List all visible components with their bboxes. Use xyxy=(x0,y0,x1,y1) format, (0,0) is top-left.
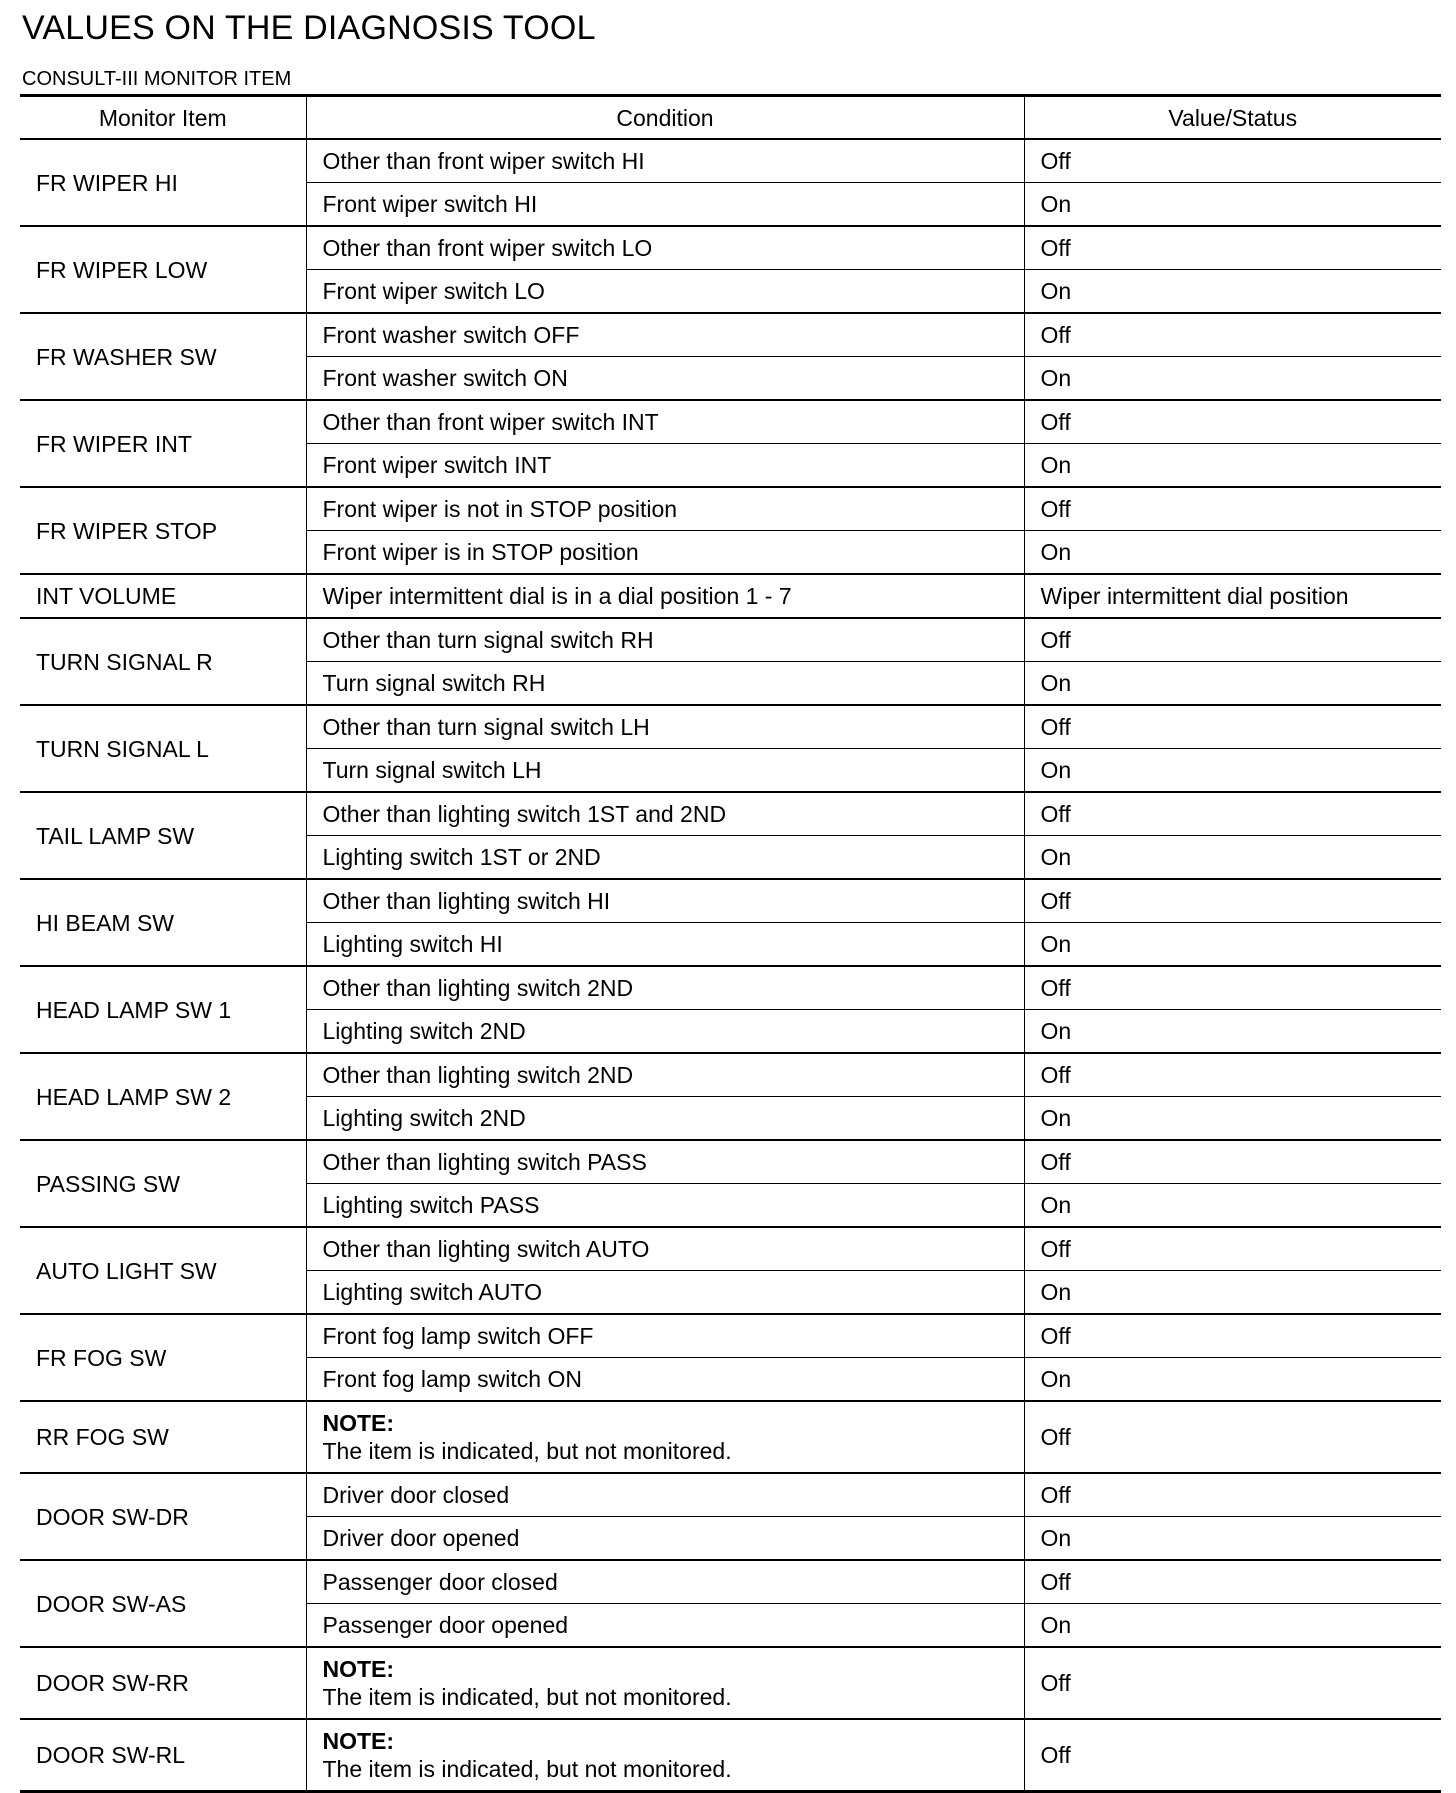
monitor-item-cell: TURN SIGNAL R xyxy=(20,618,306,705)
condition-cell: Front wiper is in STOP position xyxy=(306,531,1024,575)
value-status-cell: Off xyxy=(1024,487,1441,531)
value-status-cell: Off xyxy=(1024,313,1441,357)
value-status-cell: Off xyxy=(1024,618,1441,662)
condition-cell xyxy=(306,1647,1024,1719)
condition-cell xyxy=(306,1719,1024,1792)
condition-cell: Other than front wiper switch LO xyxy=(306,226,1024,270)
monitor-item-cell: DOOR SW-RR xyxy=(20,1647,306,1719)
condition-cell: Front washer switch OFF xyxy=(306,313,1024,357)
table-row xyxy=(20,618,1441,662)
value-status-cell: Off xyxy=(1024,1227,1441,1271)
table-row xyxy=(20,792,1441,836)
monitor-item-cell: TAIL LAMP SW xyxy=(20,792,306,879)
value-status-cell: On xyxy=(1024,357,1441,401)
table-row xyxy=(20,487,1441,531)
monitor-item-cell: TURN SIGNAL L xyxy=(20,705,306,792)
condition-cell: Other than lighting switch 2ND xyxy=(306,1053,1024,1097)
monitor-item-cell: FR WIPER LOW xyxy=(20,226,306,313)
value-status-cell: On xyxy=(1024,1184,1441,1228)
condition-cell: Other than lighting switch HI xyxy=(306,879,1024,923)
value-status-cell: Off xyxy=(1024,1473,1441,1517)
page-title: VALUES ON THE DIAGNOSIS TOOL xyxy=(22,9,596,47)
table-row xyxy=(20,966,1441,1010)
condition-cell: Passenger door opened xyxy=(306,1604,1024,1648)
condition-cell: Lighting switch 2ND xyxy=(306,1097,1024,1141)
value-status-cell: Off xyxy=(1024,400,1441,444)
condition-cell: Lighting switch AUTO xyxy=(306,1271,1024,1315)
table-caption: CONSULT-III MONITOR ITEM xyxy=(22,68,292,90)
condition-cell: Front wiper switch LO xyxy=(306,270,1024,314)
header-value-status: Value/Status xyxy=(1024,96,1441,140)
condition-cell: Front fog lamp switch OFF xyxy=(306,1314,1024,1358)
monitor-item-cell: RR FOG SW xyxy=(20,1401,306,1473)
value-status-cell: Off xyxy=(1024,1053,1441,1097)
value-status-cell: On xyxy=(1024,183,1441,227)
condition-cell: Other than front wiper switch HI xyxy=(306,139,1024,183)
table-row xyxy=(20,400,1441,444)
monitor-item-cell: FR WIPER HI xyxy=(20,139,306,226)
monitor-item-table xyxy=(20,94,1441,1793)
monitor-item-cell: FR FOG SW xyxy=(20,1314,306,1401)
condition-cell: Lighting switch PASS xyxy=(306,1184,1024,1228)
condition-cell: Other than lighting switch 2ND xyxy=(306,966,1024,1010)
condition-cell: Other than lighting switch 1ST and 2ND xyxy=(306,792,1024,836)
table-body xyxy=(20,139,1441,1792)
value-status-cell: On xyxy=(1024,1097,1441,1141)
value-status-cell: Off xyxy=(1024,705,1441,749)
note-label: NOTE: xyxy=(322,1656,395,1682)
table-row xyxy=(20,1227,1441,1271)
condition-cell: Other than turn signal switch LH xyxy=(306,705,1024,749)
table-row xyxy=(20,1647,1441,1719)
table-row xyxy=(20,139,1441,183)
value-status-cell: Off xyxy=(1024,1140,1441,1184)
monitor-item-cell: FR WASHER SW xyxy=(20,313,306,400)
table-row xyxy=(20,1053,1441,1097)
table-row xyxy=(20,574,1441,618)
condition-cell: Front wiper switch INT xyxy=(306,444,1024,488)
monitor-item-cell: HEAD LAMP SW 1 xyxy=(20,966,306,1053)
value-status-cell: Wiper intermittent dial position xyxy=(1024,574,1441,618)
condition-cell: Other than front wiper switch INT xyxy=(306,400,1024,444)
table-row xyxy=(20,1560,1441,1604)
value-status-cell: On xyxy=(1024,270,1441,314)
condition-cell: Lighting switch 1ST or 2ND xyxy=(306,836,1024,880)
condition-cell: Wiper intermittent dial is in a dial position 1 - 7 xyxy=(306,574,1024,618)
monitor-item-cell: DOOR SW-DR xyxy=(20,1473,306,1560)
condition-cell: Driver door opened xyxy=(306,1517,1024,1561)
value-status-cell: On xyxy=(1024,1604,1441,1648)
condition-cell: Other than lighting switch PASS xyxy=(306,1140,1024,1184)
value-status-cell: Off xyxy=(1024,879,1441,923)
value-status-cell: On xyxy=(1024,1358,1441,1402)
table-row xyxy=(20,1314,1441,1358)
note-text: The item is indicated, but not monitored. xyxy=(322,1756,732,1782)
monitor-item-cell: FR WIPER STOP xyxy=(20,487,306,574)
condition-cell xyxy=(306,1401,1024,1473)
value-status-cell: On xyxy=(1024,531,1441,575)
monitor-item-cell: PASSING SW xyxy=(20,1140,306,1227)
value-status-cell: Off xyxy=(1024,139,1441,183)
note-label: NOTE: xyxy=(322,1728,395,1754)
header-monitor-item: Monitor Item xyxy=(20,96,306,140)
monitor-item-cell: INT VOLUME xyxy=(20,574,306,618)
note-text: The item is indicated, but not monitored. xyxy=(322,1438,732,1464)
condition-cell: Turn signal switch LH xyxy=(306,749,1024,793)
condition-cell: Other than lighting switch AUTO xyxy=(306,1227,1024,1271)
value-status-cell: On xyxy=(1024,1517,1441,1561)
condition-cell: Lighting switch 2ND xyxy=(306,1010,1024,1054)
value-status-cell: Off xyxy=(1024,1647,1441,1719)
condition-cell: Front washer switch ON xyxy=(306,357,1024,401)
value-status-cell: Off xyxy=(1024,226,1441,270)
value-status-cell: On xyxy=(1024,923,1441,967)
monitor-item-cell: FR WIPER INT xyxy=(20,400,306,487)
value-status-cell: Off xyxy=(1024,1560,1441,1604)
value-status-cell: On xyxy=(1024,1010,1441,1054)
condition-cell: Front wiper is not in STOP position xyxy=(306,487,1024,531)
value-status-cell: On xyxy=(1024,749,1441,793)
value-status-cell: Off xyxy=(1024,1719,1441,1792)
value-status-cell: Off xyxy=(1024,1401,1441,1473)
monitor-item-cell: DOOR SW-AS xyxy=(20,1560,306,1647)
table-row xyxy=(20,705,1441,749)
header-condition: Condition xyxy=(306,96,1024,140)
table-row xyxy=(20,1140,1441,1184)
monitor-item-cell: AUTO LIGHT SW xyxy=(20,1227,306,1314)
value-status-cell: On xyxy=(1024,662,1441,706)
table-row xyxy=(20,226,1441,270)
table-row xyxy=(20,313,1441,357)
value-status-cell: On xyxy=(1024,1271,1441,1315)
table-row xyxy=(20,1719,1441,1792)
value-status-cell: On xyxy=(1024,444,1441,488)
table-row xyxy=(20,879,1441,923)
note-label: NOTE: xyxy=(322,1410,395,1436)
monitor-item-cell: DOOR SW-RL xyxy=(20,1719,306,1792)
condition-cell: Driver door closed xyxy=(306,1473,1024,1517)
monitor-item-cell: HEAD LAMP SW 2 xyxy=(20,1053,306,1140)
monitor-item-cell: HI BEAM SW xyxy=(20,879,306,966)
condition-cell: Front fog lamp switch ON xyxy=(306,1358,1024,1402)
condition-cell: Other than turn signal switch RH xyxy=(306,618,1024,662)
table-row xyxy=(20,1473,1441,1517)
value-status-cell: Off xyxy=(1024,966,1441,1010)
condition-cell: Passenger door closed xyxy=(306,1560,1024,1604)
condition-cell: Turn signal switch RH xyxy=(306,662,1024,706)
condition-cell: Front wiper switch HI xyxy=(306,183,1024,227)
table-row xyxy=(20,1401,1441,1473)
value-status-cell: Off xyxy=(1024,1314,1441,1358)
note-text: The item is indicated, but not monitored. xyxy=(322,1684,732,1710)
value-status-cell: Off xyxy=(1024,792,1441,836)
value-status-cell: On xyxy=(1024,836,1441,880)
condition-cell: Lighting switch HI xyxy=(306,923,1024,967)
table-header-row xyxy=(20,96,1441,140)
